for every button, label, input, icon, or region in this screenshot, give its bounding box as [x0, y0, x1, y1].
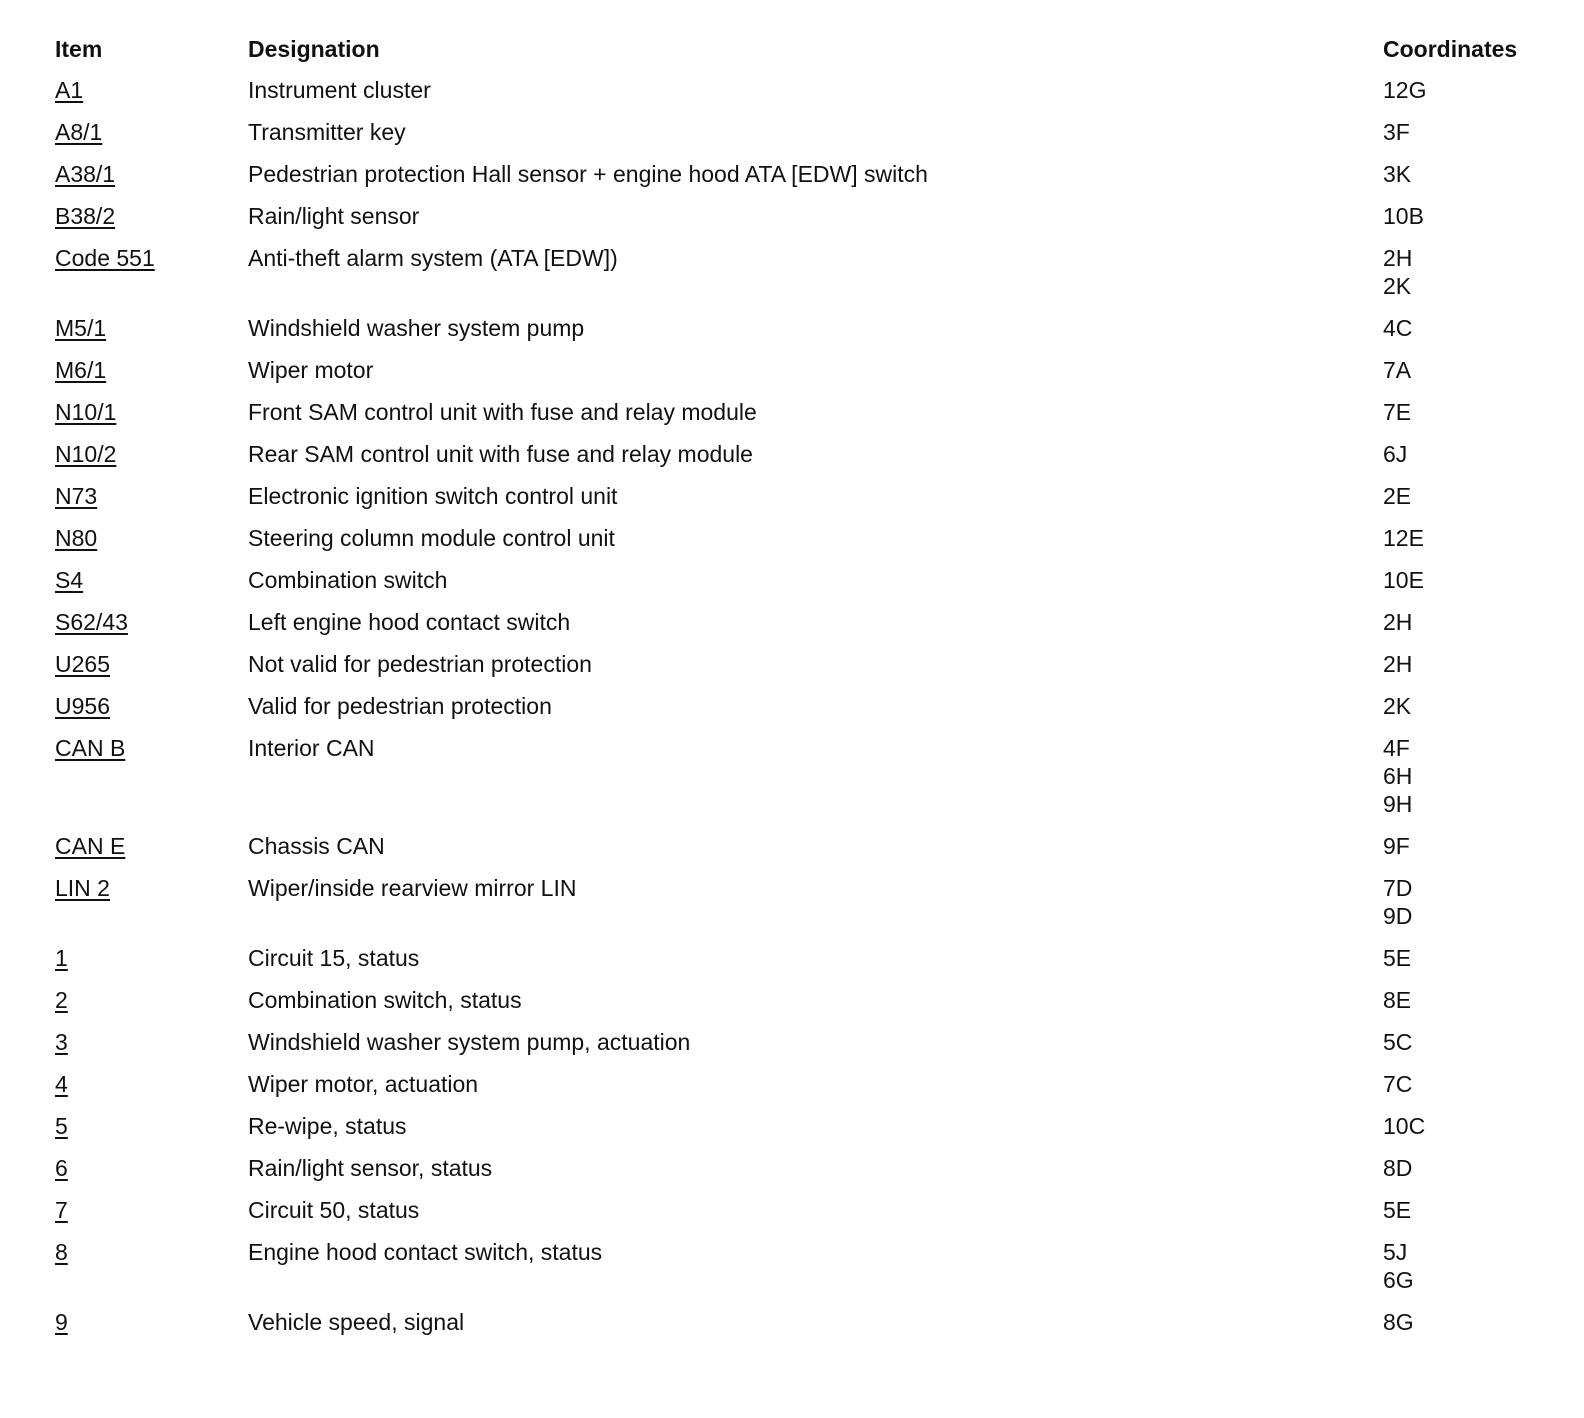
item-link[interactable]: 7: [55, 1197, 68, 1223]
item-link[interactable]: N10/1: [55, 399, 117, 425]
item-link[interactable]: N80: [55, 525, 98, 551]
table-row: [55, 650, 1555, 678]
item-cell: [55, 1308, 248, 1336]
designation-cell: Chassis CAN: [248, 833, 385, 859]
item-cell: [55, 314, 248, 342]
item-link[interactable]: M5/1: [55, 315, 107, 341]
header-designation: Designation: [248, 35, 380, 62]
table-row: [55, 874, 1555, 930]
table-row: [55, 1238, 1555, 1294]
component-legend-table: [55, 34, 1555, 1350]
designation-cell: Rain/light sensor: [248, 203, 420, 229]
designation-cell: Not valid for pedestrian protection: [248, 651, 592, 677]
coordinates-cell: [1383, 244, 1555, 300]
table-header: [55, 34, 1555, 64]
designation-cell: Rain/light sensor, status: [248, 1155, 493, 1181]
coordinate-value: 2K: [1383, 693, 1412, 719]
item-link[interactable]: 5: [55, 1113, 68, 1139]
designation-cell: Circuit 50, status: [248, 1197, 420, 1223]
item-link[interactable]: A38/1: [55, 161, 116, 187]
coordinates-cell: [1383, 608, 1555, 636]
item-cell: [55, 1028, 248, 1056]
coordinate-value: 7A: [1383, 357, 1412, 383]
table-row: [55, 314, 1555, 342]
coordinate-value: 8G: [1383, 1309, 1414, 1335]
coordinates-cell: [1383, 1238, 1555, 1294]
coordinates-cell: [1383, 356, 1555, 384]
coordinates-cell: [1383, 566, 1555, 594]
coordinate-value: 5E: [1383, 1197, 1412, 1223]
coordinate-value: 8D: [1383, 1155, 1413, 1181]
table-row: [55, 356, 1555, 384]
coordinate-value: 12G: [1383, 77, 1427, 103]
item-cell: [55, 1070, 248, 1098]
item-link[interactable]: A8/1: [55, 119, 103, 145]
coordinates-cell: [1383, 650, 1555, 678]
item-cell: [55, 524, 248, 552]
coordinate-value: 5J: [1383, 1239, 1408, 1265]
coordinates-cell: [1383, 986, 1555, 1014]
item-cell: [55, 1112, 248, 1140]
coordinates-cell: [1383, 202, 1555, 230]
table-row: [55, 1028, 1555, 1056]
coordinate-value: 9D: [1383, 903, 1413, 929]
item-link[interactable]: S62/43: [55, 609, 128, 635]
coordinates-cell: [1383, 482, 1555, 510]
header-coordinates: Coordinates: [1383, 35, 1518, 62]
coordinate-value: 5E: [1383, 945, 1412, 971]
coordinates-cell: [1383, 1196, 1555, 1224]
table-row: [55, 986, 1555, 1014]
item-link[interactable]: S4: [55, 567, 84, 593]
coordinates-cell: [1383, 398, 1555, 426]
item-cell: [55, 356, 248, 384]
item-cell: [55, 1154, 248, 1182]
item-cell: [55, 1238, 248, 1294]
coordinates-cell: [1383, 692, 1555, 720]
designation-cell: Engine hood contact switch, status: [248, 1239, 603, 1265]
table-row: [55, 160, 1555, 188]
coordinate-value: 2H: [1383, 651, 1413, 677]
header-item: Item: [55, 35, 103, 62]
coordinates-cell: [1383, 76, 1555, 104]
coordinates-cell: [1383, 1154, 1555, 1182]
item-cell: [55, 118, 248, 146]
designation-cell: Windshield washer system pump: [248, 315, 585, 341]
designation-cell: Circuit 15, status: [248, 945, 420, 971]
item-cell: [55, 608, 248, 636]
item-cell: [55, 202, 248, 230]
coordinates-cell: [1383, 832, 1555, 860]
table-row: [55, 1154, 1555, 1182]
table-row: [55, 832, 1555, 860]
coordinate-value: 10E: [1383, 567, 1424, 593]
table-row: [55, 202, 1555, 230]
item-cell: [55, 440, 248, 468]
table-row: [55, 524, 1555, 552]
coordinate-value: 12E: [1383, 525, 1424, 551]
item-cell: [55, 1196, 248, 1224]
item-cell: [55, 650, 248, 678]
designation-cell: Combination switch, status: [248, 987, 522, 1013]
designation-cell: Transmitter key: [248, 119, 406, 145]
designation-cell: Electronic ignition switch control unit: [248, 483, 618, 509]
item-link[interactable]: CAN E: [55, 833, 126, 859]
coordinates-cell: [1383, 440, 1555, 468]
coordinates-cell: [1383, 1028, 1555, 1056]
designation-cell: Pedestrian protection Hall sensor + engine hood ATA [EDW] switch: [248, 161, 928, 187]
coordinate-value: 2K: [1383, 273, 1412, 299]
table-row: [55, 944, 1555, 972]
coordinate-value: 2E: [1383, 483, 1412, 509]
table-row: [55, 734, 1555, 818]
coordinates-cell: [1383, 1308, 1555, 1336]
item-cell: [55, 986, 248, 1014]
designation-cell: Re-wipe, status: [248, 1113, 407, 1139]
coordinate-value: 9F: [1383, 833, 1410, 859]
table-row: [55, 440, 1555, 468]
designation-cell: Wiper motor: [248, 357, 374, 383]
item-cell: [55, 244, 248, 300]
item-cell: [55, 832, 248, 860]
table-row: [55, 398, 1555, 426]
table-row: [55, 692, 1555, 720]
designation-cell: Instrument cluster: [248, 77, 431, 103]
item-link[interactable]: B38/2: [55, 203, 116, 229]
table-row: [55, 118, 1555, 146]
item-link[interactable]: 4: [55, 1071, 68, 1097]
designation-cell: Windshield washer system pump, actuation: [248, 1029, 691, 1055]
coordinate-value: 6H: [1383, 763, 1413, 789]
coordinate-value: 6G: [1383, 1267, 1414, 1293]
table-row: [55, 244, 1555, 300]
designation-cell: Vehicle speed, signal: [248, 1309, 465, 1335]
coordinates-cell: [1383, 314, 1555, 342]
table-row: [55, 1112, 1555, 1140]
coordinates-cell: [1383, 118, 1555, 146]
item-link[interactable]: 1: [55, 945, 68, 971]
coordinate-value: 3K: [1383, 161, 1412, 187]
item-cell: [55, 482, 248, 510]
item-link[interactable]: A1: [55, 77, 84, 103]
coordinate-value: 2H: [1383, 609, 1413, 635]
item-cell: [55, 160, 248, 188]
coordinates-cell: [1383, 944, 1555, 972]
item-cell: [55, 692, 248, 720]
coordinate-value: 10C: [1383, 1113, 1426, 1139]
item-link[interactable]: 3: [55, 1029, 68, 1055]
table-row: [55, 482, 1555, 510]
coordinates-cell: [1383, 734, 1555, 818]
item-cell: [55, 734, 248, 818]
designation-cell: Left engine hood contact switch: [248, 609, 571, 635]
table-row: [55, 1308, 1555, 1336]
item-link[interactable]: CAN B: [55, 735, 126, 761]
item-link[interactable]: 6: [55, 1155, 68, 1181]
coordinate-value: 3F: [1383, 119, 1410, 145]
designation-cell: Wiper motor, actuation: [248, 1071, 479, 1097]
designation-cell: Valid for pedestrian protection: [248, 693, 552, 719]
item-cell: [55, 944, 248, 972]
coordinate-value: 7E: [1383, 399, 1412, 425]
designation-cell: Interior CAN: [248, 735, 375, 761]
designation-cell: Steering column module control unit: [248, 525, 615, 551]
coordinate-value: 5C: [1383, 1029, 1413, 1055]
coordinate-value: 7D: [1383, 875, 1413, 901]
item-link[interactable]: 9: [55, 1309, 68, 1335]
coordinate-value: 8E: [1383, 987, 1412, 1013]
designation-cell: Rear SAM control unit with fuse and relay module: [248, 441, 753, 467]
coordinate-value: 4F: [1383, 735, 1410, 761]
table-row: [55, 566, 1555, 594]
coordinates-cell: [1383, 160, 1555, 188]
item-link[interactable]: N73: [55, 483, 98, 509]
table-row: [55, 76, 1555, 104]
designation-cell: Anti-theft alarm system (ATA [EDW]): [248, 245, 618, 271]
item-link[interactable]: U265: [55, 651, 110, 677]
item-cell: [55, 76, 248, 104]
coordinates-cell: [1383, 1070, 1555, 1098]
coordinate-value: 10B: [1383, 203, 1424, 229]
item-link[interactable]: M6/1: [55, 357, 107, 383]
table-body: [55, 76, 1555, 1336]
item-link[interactable]: U956: [55, 693, 110, 719]
coordinate-value: 2H: [1383, 245, 1413, 271]
designation-cell: Front SAM control unit with fuse and relay module: [248, 399, 757, 425]
coordinate-value: 6J: [1383, 441, 1408, 467]
table-row: [55, 1070, 1555, 1098]
item-cell: [55, 566, 248, 594]
designation-cell: Combination switch: [248, 567, 448, 593]
item-cell: [55, 398, 248, 426]
coordinates-cell: [1383, 874, 1555, 930]
coordinate-value: 9H: [1383, 791, 1413, 817]
item-link[interactable]: N10/2: [55, 441, 117, 467]
item-link[interactable]: 2: [55, 987, 68, 1013]
item-link[interactable]: 8: [55, 1239, 68, 1265]
item-cell: [55, 874, 248, 930]
coordinates-cell: [1383, 1112, 1555, 1140]
coordinate-value: 7C: [1383, 1071, 1413, 1097]
table-row: [55, 608, 1555, 636]
item-link[interactable]: LIN 2: [55, 875, 110, 901]
coordinates-cell: [1383, 524, 1555, 552]
designation-cell: Wiper/inside rearview mirror LIN: [248, 875, 577, 901]
table-row: [55, 1196, 1555, 1224]
item-link[interactable]: Code 551: [55, 245, 155, 271]
coordinate-value: 4C: [1383, 315, 1413, 341]
